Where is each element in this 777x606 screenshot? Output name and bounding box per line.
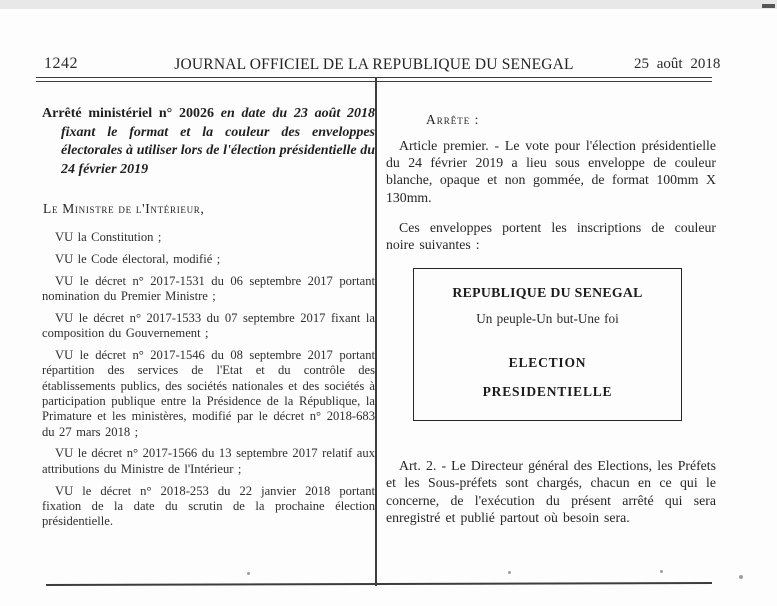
vu-clause: VU le décret n° 2017-1531 du 06 septembre 2017 portant nomination du Premier Ministre ; <box>42 273 375 304</box>
vu-clause: VU le Code électoral, modifié ; <box>55 252 221 267</box>
vu-clause: VU le décret n° 2017-1533 du 07 septembre 2017 fixant la composition du Gouvernement ; <box>42 311 375 341</box>
envelope-presidentielle-line: PRESIDENTIELLE <box>482 384 613 400</box>
arrete-label: Arrête : <box>426 112 480 127</box>
journal-title: JOURNAL OFFICIEL DE LA REPUBLIQUE DU SENEGAL <box>174 56 574 73</box>
article-2-paragraph: Art. 2. - Le Directeur général des Elections, les Préfets et les Sous-préfets sont chargés, chacun en ce qui le concerne, de l'exécution du présent arrêté qui sera enregistré et publié partout où besoin sera. <box>386 458 716 525</box>
journal-date: 25 août 2018 <box>634 56 721 72</box>
scan-speck <box>508 571 511 574</box>
scan-artifact-dash <box>762 4 775 8</box>
envelope-motto-line: Un peuple-Un but-Une foi <box>476 311 619 327</box>
vu-clause: VU le décret n° 2018-253 du 22 janvier 2018 portant fixation de la date du scrutin de la prochaine élection présidentielle. <box>42 483 375 529</box>
decree-heading <box>42 105 375 179</box>
envelope-election-line: ELECTION <box>508 355 587 371</box>
vu-clause: VU le décret n° 2017-1566 du 13 septembre 2017 relatif aux attributions du Ministre de l'Intérieur ; <box>42 446 375 476</box>
decree-heading-reference: Arrêté ministériel n° 20026 <box>42 106 214 121</box>
scan-speck <box>739 575 743 579</box>
footer-rule <box>46 582 712 586</box>
decree-heading-subject: en date du 23 août 2018 fixant le format et la couleur des enveloppes électorales à utiliser lors de l'élection présidentielle du 24 février 2019 <box>61 106 376 177</box>
envelope-inscription-box <box>413 268 682 421</box>
column-divider <box>375 78 377 586</box>
left-column <box>42 0 375 536</box>
vu-clause-list <box>42 230 375 529</box>
scan-speck <box>660 570 663 573</box>
envelope-country-line: REPUBLIQUE DU SENEGAL <box>452 285 643 301</box>
scan-speck <box>247 572 250 575</box>
envelope-intro-paragraph: Ces enveloppes portent les inscriptions de couleur noire suivantes : <box>386 219 716 253</box>
page-number: 1242 <box>44 55 78 72</box>
article-1-paragraph: Article premier. - Le vote pour l'élection présidentielle du 24 février 2019 a lieu sous enveloppe de couleur blanche, opaque et non gommée, de format 100mm X 130mm. <box>386 138 716 205</box>
vu-clause: VU le décret n° 2017-1546 du 08 septembre 2017 portant répartition des services de l'Etat et du contrôle des établissements publics, des sociétés nationales et des sociétés à participation publique entre la Présidence de la République, la Primature et les ministères, modifié par le décret n° 2018-683 du 27 mars 2018 ; <box>42 348 375 439</box>
minister-line: Le Ministre de l'Intérieur, <box>43 201 205 217</box>
vu-clause: VU la Constitution ; <box>55 230 162 245</box>
right-column <box>386 0 716 526</box>
